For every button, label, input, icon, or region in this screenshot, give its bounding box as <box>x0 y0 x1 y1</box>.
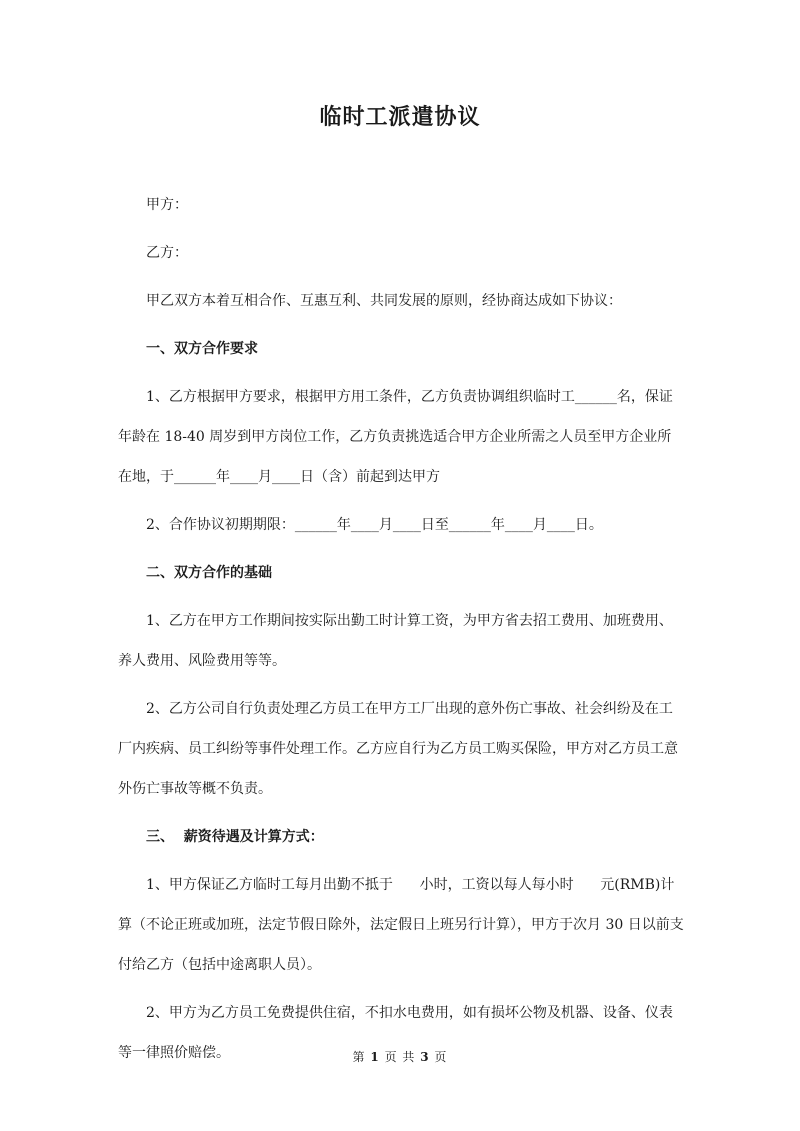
section-1-heading: 一、双方合作要求 <box>146 341 258 357</box>
document-title: 临时工派遣协议 <box>319 105 481 130</box>
page-footer <box>0 1048 800 1065</box>
section-1-clause-2: 2、合作协议初期期限：______年____月____日至______年____月____日。 <box>146 517 603 533</box>
section-1-clause-1: 1、乙方根据甲方要求，根据甲方用工条件，乙方负责协调组织临时工______名，保证年龄在 18-40 周岁到甲方岗位工作，乙方负责挑选适合甲方企业所需之人员至甲方企业所在地，于______年____月____日（含）前起到达甲方 <box>118 389 673 485</box>
section-2-heading: 二、双方合作的基础 <box>146 565 272 581</box>
section-3-heading: 三、 薪资待遇及计算方式： <box>146 829 324 845</box>
party-b-line: 乙方： <box>146 245 188 261</box>
intro-paragraph: 甲乙双方本着互相合作、互惠互利、共同发展的原则，经协商达成如下协议： <box>146 293 622 309</box>
section-2-clause-1: 1、乙方在甲方工作期间按实际出勤工时计算工资，为甲方省去招工费用、加班费用、养人费用、风险费用等等。 <box>118 613 673 669</box>
section-3-clause-1: 1、甲方保证乙方临时工每月出勤不抵于 小时，工资以每人每小时 元(RMB)计算（不论正班或加班，法定节假日除外，法定假日上班另行计算），甲方于次月 30 日以前支付给乙方（包括中途离职人员）。 <box>118 877 684 973</box>
party-a-line: 甲方： <box>146 197 188 213</box>
section-2-clause-2: 2、乙方公司自行负责处理乙方员工在甲方工厂出现的意外伤亡事故、社会纠纷及在工厂内疾病、员工纠纷等事件处理工作。乙方应自行为乙方员工购买保险，甲方对乙方员工意外伤亡事故等概不负责。 <box>118 701 678 797</box>
footer-total-pages: 3 <box>420 1050 430 1064</box>
document-body <box>118 185 684 1081</box>
footer-middle: 页 共 <box>384 1050 416 1064</box>
footer-page-number: 1 <box>370 1050 380 1064</box>
section-3-clause-2: 2、甲方为乙方员工免费提供住宿，不扣水电费用，如有损坏公物及机器、设备、仪表等一律照价赔偿。 <box>118 1005 673 1061</box>
footer-suffix: 页 <box>434 1050 448 1064</box>
footer-prefix: 第 <box>352 1050 366 1064</box>
